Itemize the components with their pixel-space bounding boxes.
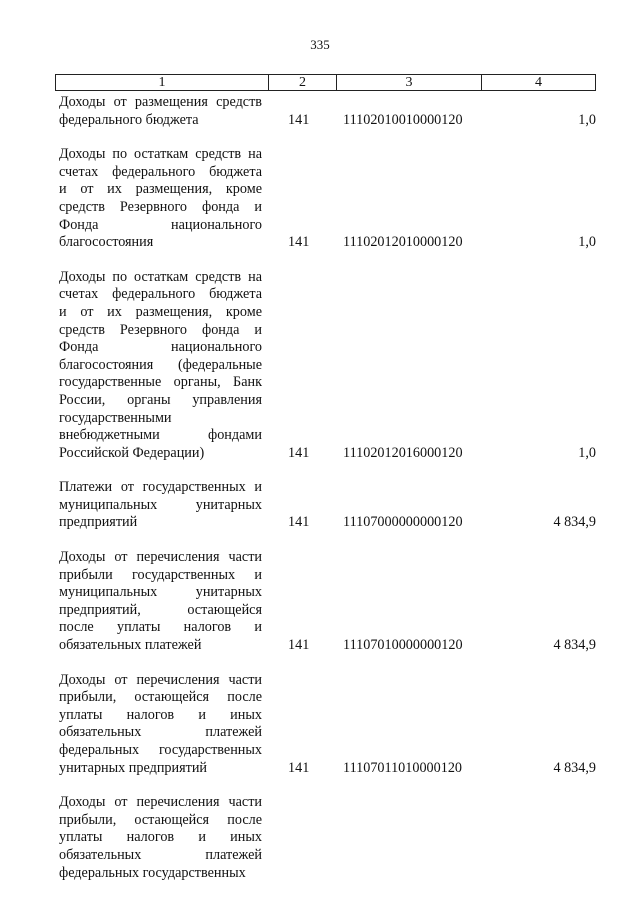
row-amount: 4 834,9 (553, 759, 596, 776)
row-classification-code: 11107010000000120 (343, 637, 463, 654)
description-line: и от их размещения, кроме (59, 303, 262, 320)
description-line: муниципальных унитарных (59, 496, 262, 513)
row-classification-code: 11102010010000120 (343, 111, 463, 128)
row-description (59, 549, 262, 655)
description-line: Доходы от перечисления части (59, 794, 262, 811)
description-line: Доходы от перечисления части (59, 549, 262, 566)
description-line: Доходы от размещения средств (59, 94, 262, 110)
description-line: обязательных платежей (59, 724, 262, 741)
row-description (59, 672, 262, 778)
row-amount: 1,0 (578, 234, 596, 251)
row-chapter-code: 141 (288, 637, 310, 654)
table-row (59, 479, 596, 532)
row-chapter-code: 141 (288, 514, 310, 531)
description-line: Фонда национального (59, 216, 262, 233)
description-line: Фонда национального (59, 339, 262, 356)
description-line: предприятий (59, 514, 138, 531)
row-chapter-code: 141 (288, 111, 310, 128)
description-line: счетах федерального бюджета (59, 286, 262, 303)
description-line: Доходы от перечисления части (59, 671, 262, 688)
row-description (59, 479, 262, 532)
description-line: внебюджетными фондами (59, 427, 262, 444)
description-line: России, органы управления (59, 391, 262, 408)
header-col-2: 2 (268, 75, 336, 90)
table-row (59, 794, 596, 882)
description-line: благосостояния (федеральные (59, 356, 262, 373)
row-classification-code: 11102012016000120 (343, 444, 463, 461)
table-row (59, 269, 596, 463)
row-chapter-code: 141 (288, 444, 310, 461)
description-line: Платежи от государственных и (59, 479, 262, 496)
row-classification-code: 11107000000000120 (343, 514, 463, 531)
row-amount: 4 834,9 (553, 514, 596, 531)
description-line: средств Резервного фонда и (59, 321, 262, 338)
row-chapter-code: 141 (288, 234, 310, 251)
row-classification-code: 11107011010000120 (343, 759, 463, 776)
row-chapter-code: 141 (288, 759, 310, 776)
description-line: прибыли, остающейся после (59, 811, 262, 828)
table-body (59, 94, 596, 899)
description-line: после уплаты налогов и (59, 619, 262, 636)
table-row (59, 94, 596, 129)
header-col-4: 4 (481, 75, 595, 90)
row-description (59, 146, 262, 252)
description-line: федеральных государственных (59, 864, 246, 881)
row-amount: 1,0 (578, 444, 596, 461)
description-line: обязательных платежей (59, 637, 202, 654)
description-line: и от их размещения, кроме (59, 181, 262, 198)
row-description (59, 269, 262, 463)
description-line: прибыли государственных и (59, 566, 262, 583)
header-col-1: 1 (158, 75, 166, 90)
description-line: государственными (59, 409, 172, 426)
row-classification-code: 11102012010000120 (343, 234, 463, 251)
table-row (59, 549, 596, 655)
table-header (55, 74, 596, 91)
description-line: федерального бюджета (59, 111, 199, 128)
description-line: уплаты налогов и иных (59, 829, 262, 846)
description-line: унитарных предприятий (59, 759, 208, 776)
description-line: прибыли, остающейся после (59, 689, 262, 706)
description-line: уплаты налогов и иных (59, 706, 262, 723)
description-line: Доходы по остаткам средств на (59, 268, 262, 285)
row-description (59, 94, 262, 129)
table-row (59, 672, 596, 778)
header-col-3: 3 (336, 75, 481, 90)
row-amount: 1,0 (578, 111, 596, 128)
description-line: обязательных платежей (59, 846, 262, 863)
description-line: Доходы по остаткам средств на (59, 146, 262, 163)
table-row (59, 146, 596, 252)
description-line: муниципальных унитарных (59, 584, 262, 601)
description-line: предприятий, остающейся (59, 601, 262, 618)
description-line: счетах федерального бюджета (59, 163, 262, 180)
row-amount: 4 834,9 (553, 637, 596, 654)
description-line: Российской Федерации) (59, 444, 205, 461)
row-description (59, 794, 262, 882)
description-line: федеральных государственных (59, 742, 262, 758)
description-line: средств Резервного фонда и (59, 198, 262, 215)
page-number: 335 (310, 37, 330, 52)
description-line: государственные органы, Банк (59, 374, 262, 391)
description-line: благосостояния (59, 234, 154, 251)
